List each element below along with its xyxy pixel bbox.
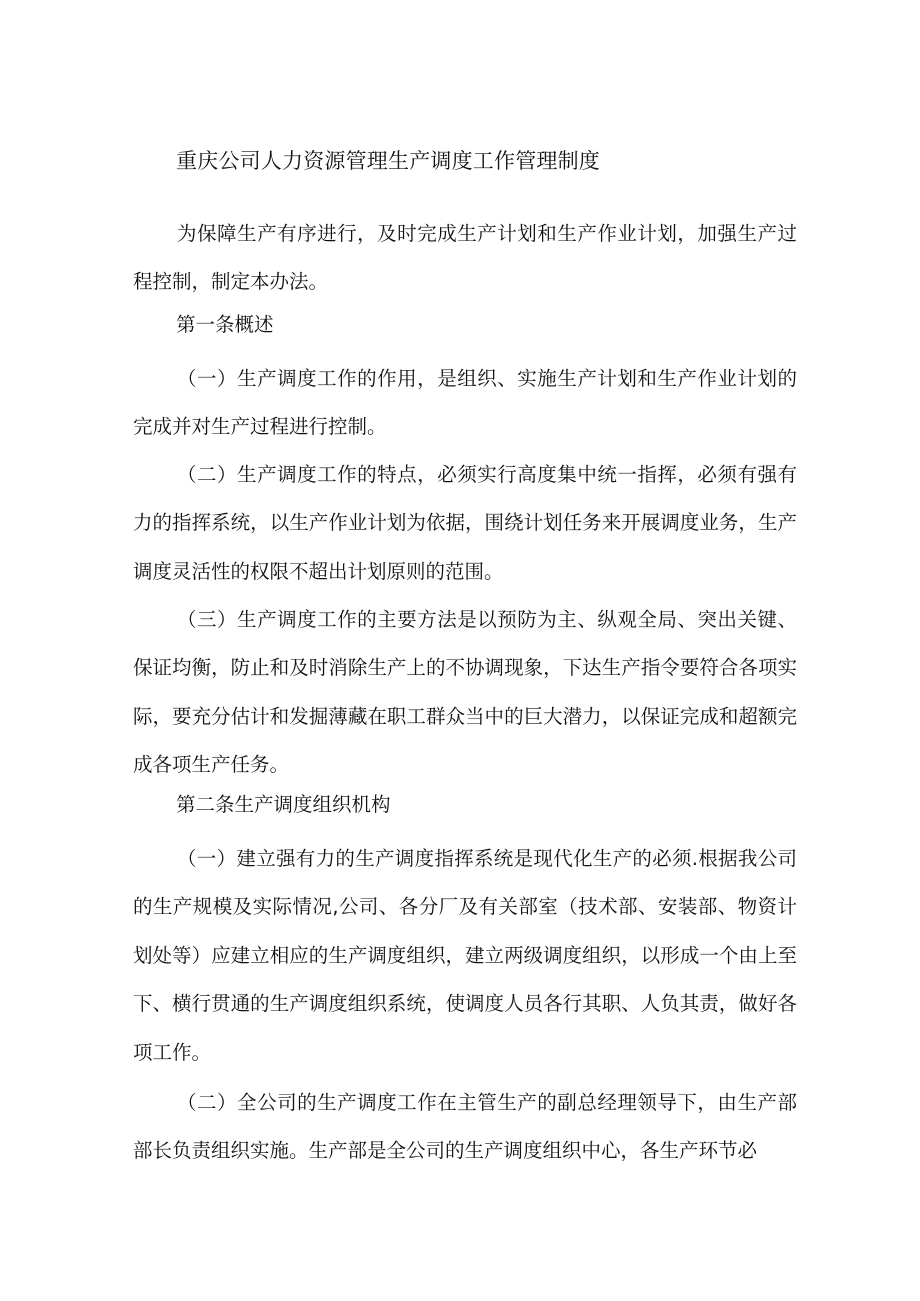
article2-heading: 第二条生产调度组织机构 [176,793,391,816]
intro-paragraph: 为保障生产有序进行，及时完成生产计划和生产作业计划，加强生产过程控制，制定本办法。 [133,222,797,294]
document-title: 重庆公司人力资源管理生产调度工作管理制度 [176,149,600,173]
article1-item-3: （三）生产调度工作的主要方法是以预防为主、纵观全局、突出关键、保证均衡，防止和及时消除生产上的不协调现象，下达生产指令要符合各项实际，要充分估计和发掘薄藏在职工群众当中的巨大潜力，以保证完成和超额完成各项生产任务。 [133,608,797,777]
article2-item-1: （一）建立强有力的生产调度指挥系统是现代化生产的必须.根据我公司的生产规模及实际情况,公司、各分厂及有关部室（技术部、安装部、物资计划处等）应建立相应的生产调度组织，建立两级调度组织，以形成一个由上至下、横行贯通的生产调度组织系统，使调度人员各行其职、人负其责，做好各项工作。 [133,847,797,1064]
article1-item-2: （二）生产调度工作的特点，必须实行高度集中统一指挥，必须有强有力的指挥系统，以生产作业计划为依据，围绕计划任务来开展调度业务，生产调度灵活性的权限不超出计划原则的范围。 [133,463,797,583]
article1-item-1: （一）生产调度工作的作用，是组织、实施生产计划和生产作业计划的完成并对生产过程进行控制。 [133,367,797,439]
article1-heading: 第一条概述 [176,313,274,336]
article2-item-2: （二）全公司的生产调度工作在主管生产的副总经理领导下，由生产部部长负责组织实施。生产部是全公司的生产调度组织中心，各生产环节必 [133,1091,797,1163]
